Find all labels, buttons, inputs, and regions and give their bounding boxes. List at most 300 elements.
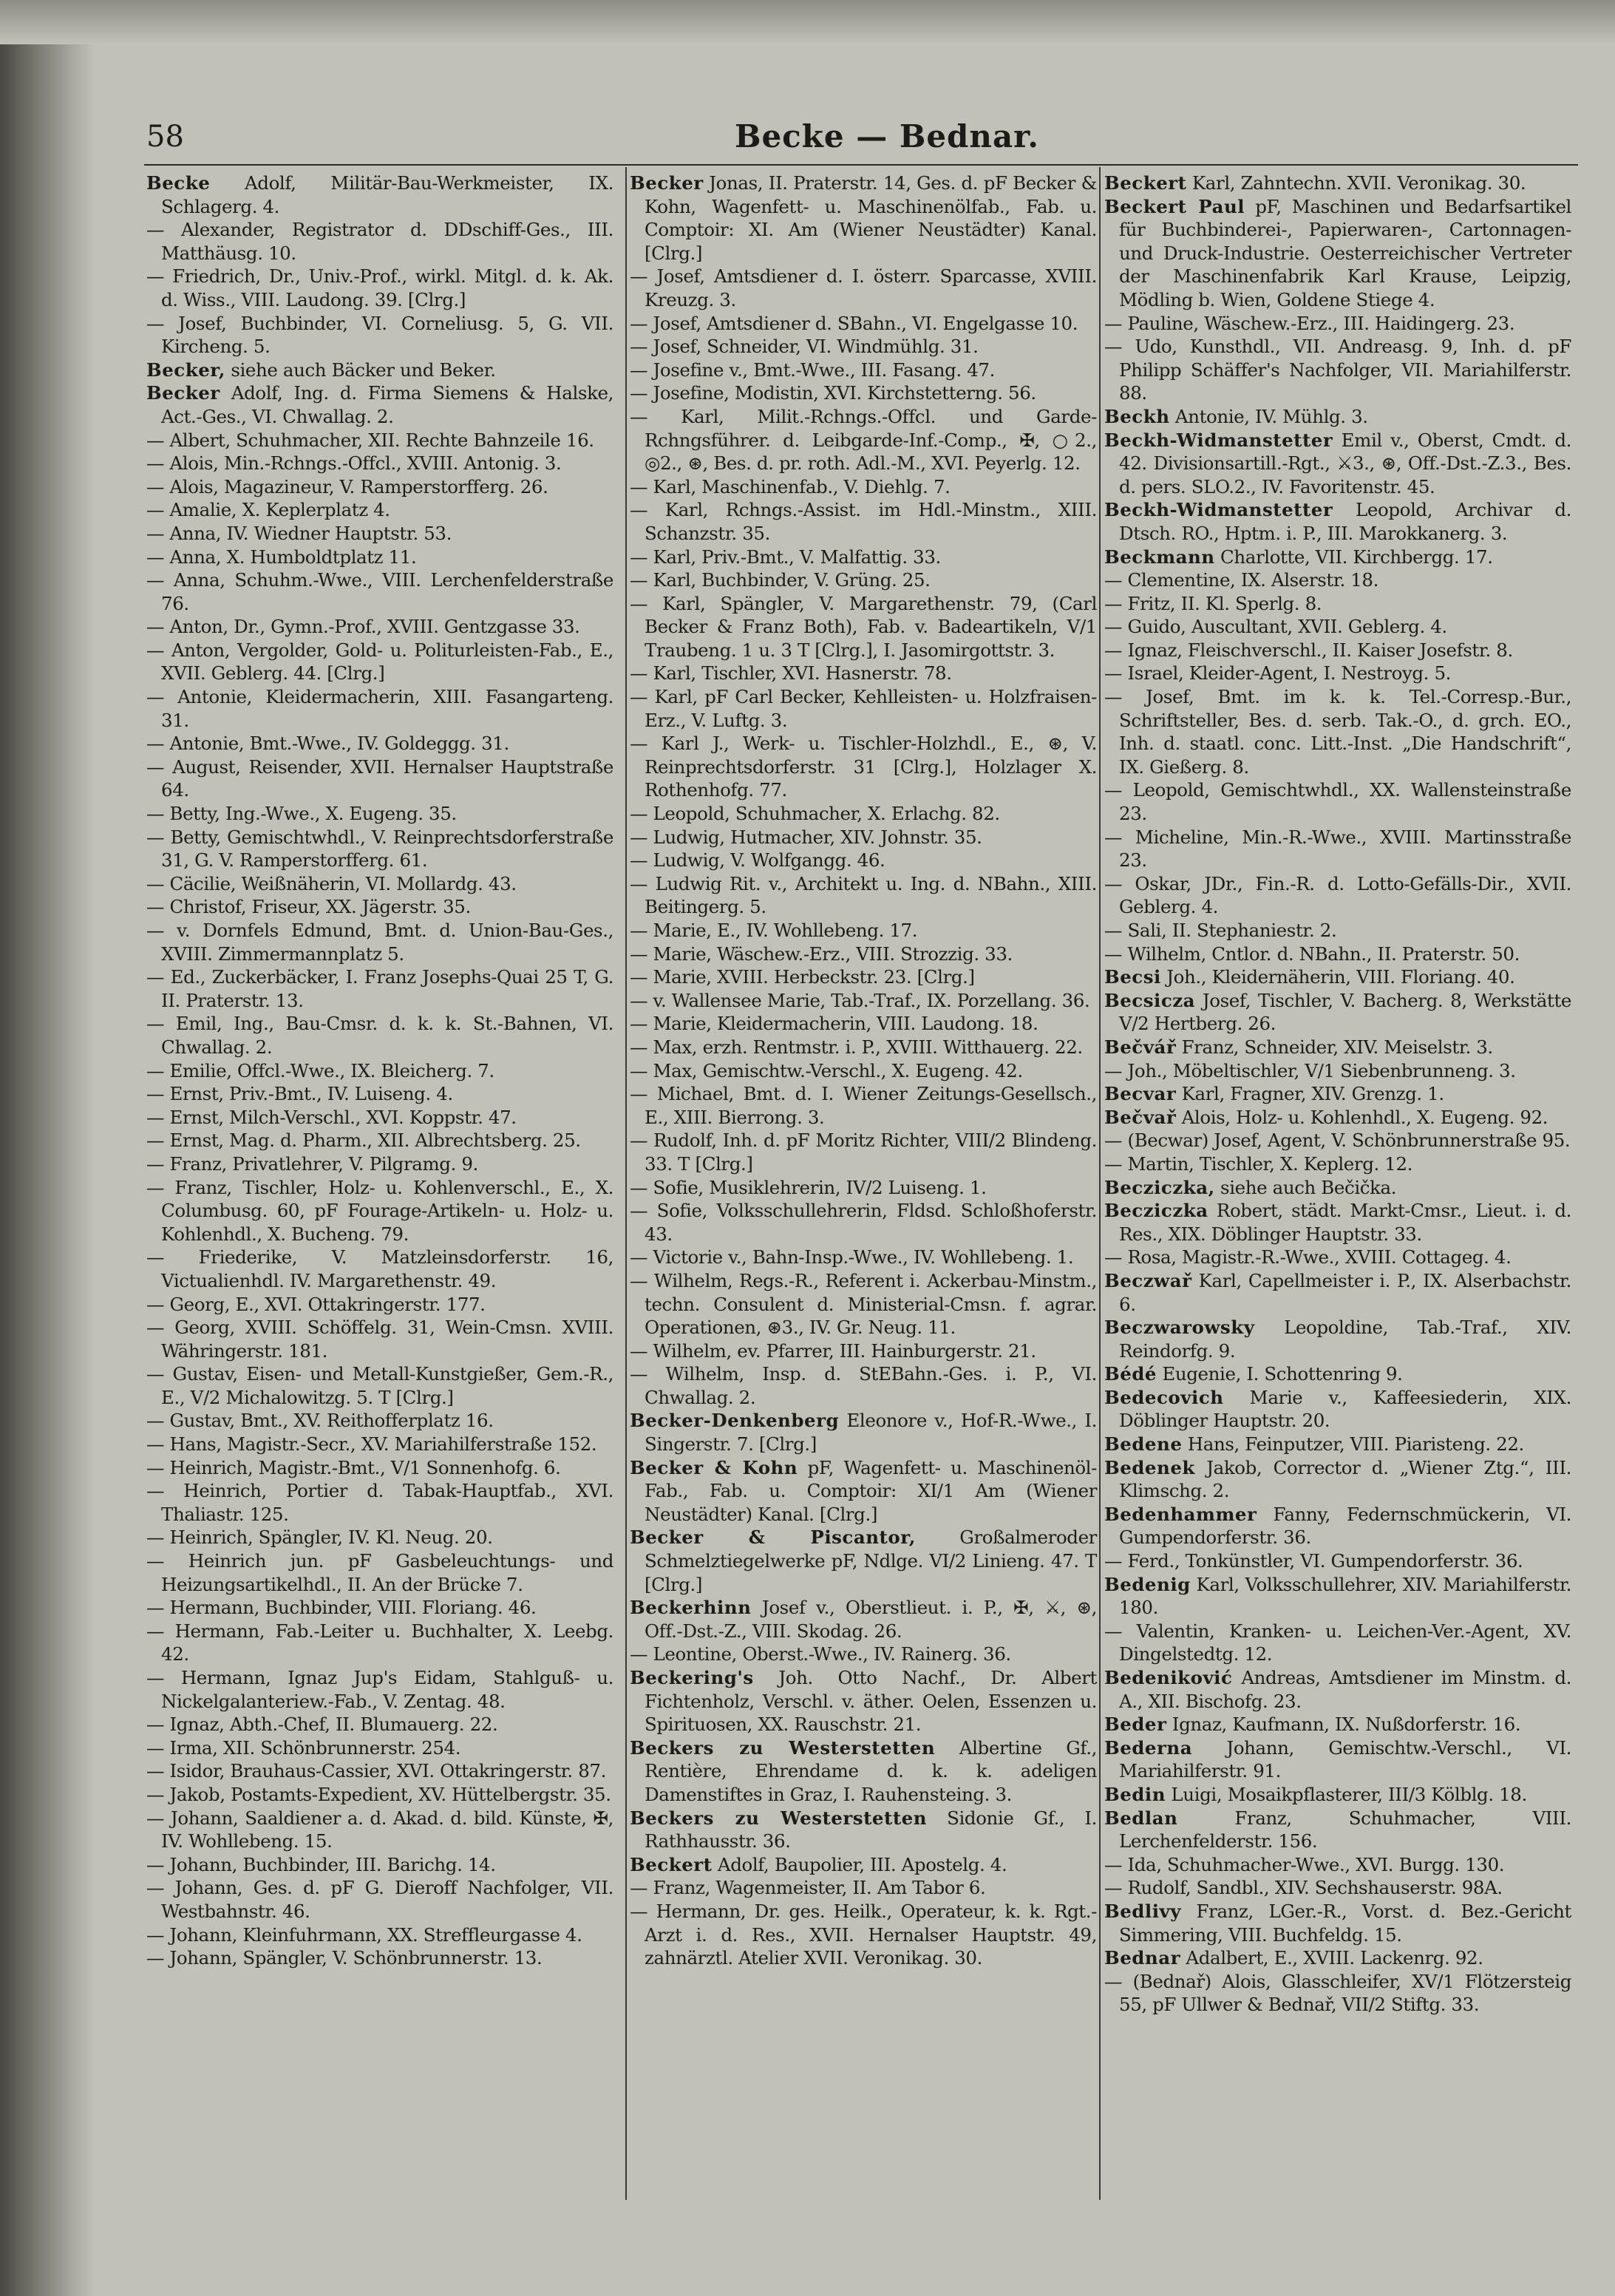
entry-details: — Anna, Schuhm.-Wwe., VIII. Lerchenfelderstraße 76.	[146, 569, 613, 614]
entry-surname: Beckers zu Westerstetten	[630, 1807, 928, 1829]
directory-entry	[146, 1736, 613, 1760]
entry-details: — Georg, E., XVI. Ottakringerstr. 177.	[146, 1293, 486, 1315]
column-2	[630, 171, 1097, 1970]
entry-details: — Clementine, IX. Alserstr. 18.	[1104, 569, 1378, 591]
directory-entry	[630, 1456, 1097, 1526]
entry-details: — Betty, Gemischtwhdl., V. Reinprechtsdorferstraße 31, G. V. Ramperstorfferg. 61.	[146, 826, 613, 872]
entry-details: — Leopold, Schuhmacher, X. Erlachg. 82.	[630, 803, 1000, 825]
directory-entry	[1104, 1456, 1571, 1503]
directory-entry	[630, 1736, 1097, 1807]
entry-surname: Bečvář	[1104, 1036, 1177, 1058]
entry-surname: Beckh-Widmanstetter	[1104, 429, 1333, 451]
entry-details: Franz, Schuhmacher, VIII. Lerchenfelderstr. 156.	[1119, 1807, 1571, 1852]
entry-details: — Ed., Zuckerbäcker, I. Franz Josephs-Quai 25 T, G. II. Praterstr. 13.	[146, 966, 613, 1011]
entry-details: — Leopold, Gemischtwhdl., XX. Wallensteinstraße 23.	[1104, 779, 1571, 825]
entry-surname: Becsicza	[1104, 989, 1196, 1011]
directory-entry	[146, 685, 613, 732]
directory-entry	[1104, 1900, 1571, 1946]
entry-details: — Christof, Friseur, XX. Jägerstr. 35.	[146, 896, 471, 918]
entry-details: — Isidor, Brauhaus-Cassier, XVI. Ottakringerstr. 87.	[146, 1760, 606, 1782]
entry-surname: Beckmann	[1104, 546, 1215, 568]
entry-details: Charlotte, VII. Kirchbergg. 17.	[1214, 546, 1493, 568]
entry-details: Eleonore v., Hof-R.-Wwe., I. Singerstr. 7. [Clrg.]	[645, 1410, 1097, 1456]
directory-entry	[146, 1620, 613, 1666]
directory-entry	[630, 335, 1097, 359]
entry-details: — Hermann, Dr. ges. Heilk., Operateur, k. k. Rgt.-Arzt i. d. Res., XVII. Hernalser Hauptstr. 49, zahnärztl. Atelier XVII. Veronikag. 30.	[630, 1900, 1097, 1969]
entry-details: — Heinrich, Portier d. Tabak-Hauptfab., XVI. Thaliastr. 125.	[146, 1480, 613, 1525]
directory-entry	[1104, 1503, 1571, 1549]
directory-entry	[630, 1643, 1097, 1666]
directory-entry	[630, 989, 1097, 1013]
directory-entry	[630, 1129, 1097, 1175]
entry-surname: Bednar	[1104, 1947, 1181, 1969]
directory-entry	[630, 1246, 1097, 1269]
entry-details: — Friedrich, Dr., Univ.-Prof., wirkl. Mitgl. d. k. Ak. d. Wiss., VIII. Laudong. 39. [Clrg.]	[146, 265, 613, 310]
entry-details: — Rudolf, Inh. d. pF Moritz Richter, VIII/2 Blindeng. 33. T [Clrg.]	[630, 1130, 1097, 1175]
entry-details: — Antonie, Kleidermacherin, XIII. Fasangarteng. 31.	[146, 686, 613, 731]
directory-entry	[630, 1339, 1097, 1363]
directory-entry	[630, 732, 1097, 802]
entry-details: — Joh., Möbeltischler, V/1 Siebenbrunneng. 3.	[1104, 1059, 1516, 1081]
entry-details: — Anna, IV. Wiedner Hauptstr. 53.	[146, 522, 452, 544]
directory-entry	[630, 1876, 1097, 1900]
directory-entry	[146, 1456, 613, 1480]
entry-details: — Josef, Amtsdiener d. SBahn., VI. Engelgasse 10.	[630, 312, 1078, 334]
directory-entry	[630, 965, 1097, 989]
entry-details: — Heinrich, Magistr.-Bmt., V/1 Sonnenhofg. 6.	[146, 1456, 561, 1478]
entry-details: Fanny, Federnschmückerin, VI. Gumpendorferstr. 36.	[1119, 1503, 1571, 1549]
directory-entry	[146, 1059, 613, 1083]
entry-surname: Becker	[146, 382, 220, 404]
entry-details: — Heinrich jun. pF Gasbeleuchtungs- und Heizungsartikelhdl., II. An der Brücke 7.	[146, 1550, 613, 1595]
directory-entry	[1104, 1573, 1571, 1620]
directory-entry	[1104, 989, 1571, 1036]
entry-details: — (Becwar) Josef, Agent, V. Schönbrunnerstraße 95.	[1104, 1130, 1571, 1152]
directory-entry	[146, 568, 613, 615]
header-rule	[144, 164, 1578, 166]
entry-details: — Georg, XVIII. Schöffelg. 31, Wein-Cmsn. XVIII. Währingerstr. 181.	[146, 1317, 613, 1362]
entry-details: — Wilhelm, Cntlor. d. NBahn., II. Praterstr. 50.	[1104, 942, 1520, 965]
directory-entry	[1104, 1362, 1571, 1386]
entry-surname: Beckert	[630, 1853, 713, 1875]
directory-entry	[1104, 1059, 1571, 1083]
entry-details: — Oskar, JDr., Fin.-R. d. Lotto-Gefälls-Dir., XVII. Geblerg. 4.	[1104, 872, 1571, 918]
directory-entry	[630, 546, 1097, 569]
entry-details: — Wilhelm, ev. Pfarrer, III. Hainburgerstr. 21.	[630, 1339, 1036, 1362]
directory-entry	[630, 849, 1097, 872]
entry-details: Jakob, Corrector d. „Wiener Ztg.“, III. Klimschg. 2.	[1119, 1456, 1571, 1502]
entry-details: — Marie, E., IV. Wohllebeng. 17.	[630, 920, 918, 941]
entry-details: Großalmeroder Schmelztiegelwerke pF, Ndlge. VI/2 Linieng. 47. T [Clrg.]	[645, 1526, 1097, 1595]
entry-details: — Ernst, Priv.-Bmt., IV. Luiseng. 4.	[146, 1083, 453, 1105]
entry-surname: Becziczka,	[1104, 1176, 1215, 1198]
entry-details: — Hermann, Buchbinder, VIII. Floriang. 46.	[146, 1597, 537, 1619]
entry-surname: Becke	[146, 172, 211, 194]
entry-surname: Bedenhammer	[1104, 1503, 1257, 1525]
directory-entry	[1104, 1807, 1571, 1853]
entry-surname: Beckers zu Westerstetten	[630, 1736, 936, 1759]
page-header: Becke — Bednar.	[734, 118, 1040, 154]
entry-details: Adolf, Militär-Bau-Werkmeister, IX. Schlagerg. 4.	[161, 172, 613, 217]
directory-entry	[1104, 942, 1571, 966]
entry-details: — August, Reisender, XVII. Hernalser Hauptstraße 64.	[146, 755, 613, 801]
entry-surname: Beckh	[1104, 405, 1170, 427]
directory-entry	[1104, 1152, 1571, 1176]
directory-entry	[1104, 546, 1571, 569]
entry-surname: Becziczka	[1104, 1200, 1208, 1222]
entry-details: Joh. Otto Nachf., Dr. Albert Fichtenholz, Verschl. v. äther. Oelen, Essenzen u. Spirituosen, XX. Rauschstr. 21.	[645, 1667, 1097, 1736]
directory-entry	[146, 615, 613, 639]
entry-details: — Israel, Kleider-Agent, I. Nestroyg. 5.	[1104, 662, 1452, 685]
entry-details: — Josef, Schneider, VI. Windmühlg. 31.	[630, 336, 979, 358]
entry-details: Sidonie Gf., I. Rathhausstr. 36.	[645, 1807, 1097, 1852]
column-divider	[625, 167, 627, 2200]
directory-entry	[146, 1876, 613, 1923]
directory-entry	[630, 1900, 1097, 1970]
directory-entry	[146, 1526, 613, 1549]
directory-entry	[1104, 1549, 1571, 1573]
entry-surname: Bedenig	[1104, 1573, 1191, 1595]
directory-entry	[146, 1129, 613, 1152]
entry-details: — Fritz, II. Kl. Sperlg. 8.	[1104, 592, 1322, 614]
entry-details: Adolf, Ing. d. Firma Siemens & Halske, Act.-Ges., VI. Chwallag. 2.	[161, 382, 613, 427]
entry-details: — Karl, Buchbinder, V. Grüng. 25.	[630, 569, 931, 591]
directory-entry	[630, 405, 1097, 475]
entry-details: Alois, Holz- u. Kohlenhdl., X. Eugeng. 92.	[1176, 1106, 1548, 1128]
entry-surname: Becker-Denkenberg	[630, 1410, 840, 1432]
directory-entry	[146, 1479, 613, 1526]
entry-surname: Becvar	[1104, 1083, 1177, 1105]
directory-entry	[1104, 498, 1571, 545]
entry-details: Karl, Zahntechn. XVII. Veronikag. 30.	[1186, 172, 1526, 194]
entry-details: Franz, LGer.-R., Vorst. d. Bez.-Gericht Simmering, VIII. Buchfeldg. 15.	[1119, 1900, 1571, 1946]
entry-details: Ignaz, Kaufmann, IX. Nußdorferstr. 16.	[1166, 1713, 1521, 1736]
entry-details: — Hermann, Ignaz Jup's Eidam, Stahlguß- u. Nickelgalanteriew.-Fab., V. Zentag. 48.	[146, 1667, 613, 1712]
directory-entry	[146, 1082, 613, 1106]
directory-entry	[1104, 662, 1571, 685]
entry-details: — Ernst, Mag. d. Pharm., XII. Albrechtsberg. 25.	[146, 1130, 581, 1152]
column-divider	[1099, 167, 1101, 2200]
directory-entry	[146, 1176, 613, 1246]
directory-entry	[146, 1783, 613, 1807]
directory-entry	[630, 381, 1097, 405]
directory-entry	[146, 475, 613, 499]
directory-entry	[630, 1807, 1097, 1853]
entry-surname: Beczwarowsky	[1104, 1317, 1255, 1339]
entry-surname: Becsi	[1104, 966, 1161, 988]
directory-entry	[1104, 639, 1571, 662]
entry-surname: Bédé	[1104, 1363, 1157, 1385]
directory-entry	[1104, 592, 1571, 616]
directory-entry	[630, 662, 1097, 685]
directory-entry	[146, 546, 613, 569]
entry-details: — Anton, Vergolder, Gold- u. Politurleisten-Fab., E., XVII. Geblerg. 44. [Clrg.]	[146, 639, 613, 685]
entry-details: Eugenie, I. Schottenring 9.	[1157, 1363, 1403, 1385]
entry-details: — Sofie, Volksschullehrerin, Fldsd. Schloßhoferstr. 43.	[630, 1200, 1097, 1245]
directory-entry	[1104, 685, 1571, 778]
directory-entry	[630, 1082, 1097, 1129]
directory-entry	[146, 171, 613, 218]
entry-details: — Rudolf, Sandbl., XIV. Sechshauserstr. 98A.	[1104, 1877, 1503, 1899]
entry-details: — Franz, Wagenmeister, II. Am Tabor 6.	[630, 1877, 986, 1899]
directory-entry	[146, 1923, 613, 1947]
directory-entry	[146, 1362, 613, 1409]
entry-details: — Irma, XII. Schönbrunnerstr. 254.	[146, 1736, 461, 1759]
entry-surname: Beckert	[1104, 172, 1187, 194]
directory-entry	[1104, 1666, 1571, 1713]
entry-details: — Hermann, Fab.-Leiter u. Buchhalter, X. Leebg. 42.	[146, 1620, 613, 1665]
directory-entry	[146, 1549, 613, 1596]
entry-details: — Wilhelm, Insp. d. StEBahn.-Ges. i. P., VI. Chwallag. 2.	[630, 1363, 1097, 1408]
entry-surname: Becker & Piscantor,	[630, 1526, 916, 1549]
directory-entry	[146, 429, 613, 452]
directory-entry	[630, 942, 1097, 966]
directory-entry	[146, 1106, 613, 1130]
entry-details: — Martin, Tischler, X. Keplerg. 12.	[1104, 1152, 1413, 1175]
entry-details: — Marie, Wäschew.-Erz., VIII. Strozzig. 33.	[630, 942, 1013, 965]
entry-details: — Wilhelm, Regs.-R., Referent i. Ackerbau-Minstm., techn. Consulent d. Ministerial-Cmsn. f. agrar. Operationen, ⊛3., IV. Gr. Neug. 11.	[630, 1269, 1097, 1339]
directory-entry	[146, 1596, 613, 1620]
directory-entry	[146, 1666, 613, 1713]
entry-details: — Rosa, Magistr.-R.-Wwe., XVIII. Cottageg. 4.	[1104, 1246, 1512, 1268]
entry-details: Adolf, Baupolier, III. Apostelg. 4.	[712, 1853, 1007, 1875]
directory-entry	[146, 895, 613, 919]
directory-entry	[1104, 1783, 1571, 1807]
entry-details: — v. Dornfels Edmund, Bmt. d. Union-Bau-Ges., XVIII. Zimmermannplatz 5.	[146, 920, 613, 965]
directory-entry	[630, 359, 1097, 382]
directory-entry	[1104, 405, 1571, 429]
entry-details: — Johann, Ges. d. pF G. Dieroff Nachfolger, VII. Westbahnstr. 46.	[146, 1877, 613, 1922]
directory-entry	[146, 1152, 613, 1176]
entry-details: — Hans, Magistr.-Secr., XV. Mariahilferstraße 152.	[146, 1433, 597, 1456]
directory-entry	[1104, 872, 1571, 919]
page-top-shadow	[0, 0, 1615, 44]
directory-entry	[146, 826, 613, 872]
entry-details: — Karl, Rchngs.-Assist. im Hdl.-Minstm., XIII. Schanzstr. 35.	[630, 499, 1097, 544]
directory-entry	[1104, 1082, 1571, 1106]
entry-surname: Becker & Kohn	[630, 1456, 798, 1478]
directory-entry	[1104, 1946, 1571, 1970]
directory-entry	[630, 498, 1097, 545]
entry-details: Leopoldine, Tab.-Traf., XIV. Reindorfg. 9.	[1119, 1317, 1571, 1362]
entry-details: Karl, Volksschullehrer, XIV. Mariahilferstr. 180.	[1119, 1573, 1571, 1619]
entry-surname: Becker	[630, 172, 704, 194]
entry-surname: Bedecovich	[1104, 1386, 1224, 1408]
entry-details: — Karl, pF Carl Becker, Kehlleisten- u. Holzfraisen-Erz., V. Luftg. 3.	[630, 686, 1097, 731]
entry-surname: Bečvař	[1104, 1106, 1177, 1128]
entry-details: — Anna, X. Humboldtplatz 11.	[146, 546, 417, 568]
entry-surname: Bedlan	[1104, 1807, 1178, 1829]
directory-entry	[146, 498, 613, 522]
directory-entry	[630, 1199, 1097, 1246]
entry-surname: Beckert Paul	[1104, 195, 1245, 217]
entry-details: Adalbert, E., XVIII. Lackenrg. 92.	[1180, 1947, 1483, 1969]
directory-entry	[1104, 1620, 1571, 1666]
entry-details: — Albert, Schuhmacher, XII. Rechte Bahnzeile 16.	[146, 429, 594, 451]
entry-details: — Marie, Kleidermacherin, VIII. Laudong. 18.	[630, 1013, 1038, 1035]
directory-entry	[630, 826, 1097, 849]
directory-entry	[1104, 1853, 1571, 1877]
entry-details: — Udo, Kunsthdl., VII. Andreasg. 9, Inh. d. pF Philipp Schäffer's Nachfolger, VII. Mariahilferstr. 88.	[1104, 336, 1571, 404]
directory-entry	[630, 1362, 1097, 1409]
directory-entry	[1104, 1386, 1571, 1433]
directory-entry	[630, 1269, 1097, 1339]
directory-entry	[630, 1036, 1097, 1059]
entry-details: Luigi, Mosaikpflasterer, III/3 Kölblg. 18.	[1166, 1783, 1527, 1805]
directory-entry	[146, 919, 613, 965]
entry-details: — Johann, Kleinfuhrmann, XX. Streffleurgasse 4.	[146, 1923, 582, 1946]
directory-entry	[146, 639, 613, 685]
entry-details: Jonas, II. Praterstr. 14, Ges. d. pF Becker & Kohn, Wagenfett- u. Maschinenölfab., Fab. u. Comptoir: XI. Am (Wiener Neustädter) Kanal. [Clrg.]	[645, 172, 1097, 264]
entry-details: Emil v., Oberst, Cmdt. d. 42. Divisionsartill.-Rgt., ⚔3., ⊛, Off.-Dst.-Z.3., Bes. d. pers. SLO.2., IV. Favoritenstr. 45.	[1119, 429, 1571, 497]
entry-details: Antonie, IV. Mühlg. 3.	[1169, 405, 1368, 427]
directory-entry	[1104, 312, 1571, 336]
entry-details: — Ludwig, Hutmacher, XIV. Johnstr. 35.	[630, 826, 982, 848]
entry-details: — Alois, Min.-Rchngs.-Offcl., XVIII. Antonig. 3.	[146, 452, 562, 475]
directory-entry	[630, 568, 1097, 592]
entry-details: pF, Maschinen und Bedarfsartikel für Buchbinderei-, Papierwaren-, Cartonnagen- und Druck-Industrie. Oesterreichischer Vertreter der Maschinenfabrik Karl Krause, Leipzig, Mödling b. Wien, Goldene Stiege 4.	[1119, 195, 1571, 310]
directory-entry	[630, 1059, 1097, 1083]
directory-entry	[630, 265, 1097, 311]
entry-details: — Ignaz, Abth.-Chef, II. Blumauerg. 22.	[146, 1713, 498, 1736]
directory-entry	[1104, 1970, 1571, 2017]
directory-entry	[146, 1246, 613, 1292]
entry-surname: Beckering's	[630, 1667, 754, 1688]
directory-entry	[146, 965, 613, 1012]
directory-entry	[146, 1946, 613, 1970]
directory-entry	[630, 919, 1097, 942]
directory-entry	[146, 265, 613, 311]
directory-entry	[630, 1176, 1097, 1200]
directory-entry	[146, 218, 613, 265]
entry-details: siehe auch Bečička.	[1214, 1176, 1397, 1198]
entry-details: Karl, Capellmeister i. P., IX. Alserbachstr. 6.	[1119, 1269, 1571, 1315]
entry-details: — Micheline, Min.-R.-Wwe., XVIII. Martinsstraße 23.	[1104, 826, 1571, 872]
entry-surname: Beczwař	[1104, 1269, 1192, 1291]
entry-details: — Johann, Buchbinder, III. Barichg. 14.	[146, 1853, 496, 1875]
directory-entry	[630, 171, 1097, 265]
entry-details: — Ignaz, Fleischverschl., II. Kaiser Josefstr. 8.	[1104, 639, 1513, 661]
entry-details: — Sali, II. Stephaniestr. 2.	[1104, 920, 1337, 941]
entry-details: — Valentin, Kranken- u. Leichen-Ver.-Agent, XV. Dingelstedtg. 12.	[1104, 1620, 1571, 1665]
directory-entry	[146, 1853, 613, 1877]
entry-details: — Franz, Privatlehrer, V. Pilgramg. 9.	[146, 1152, 478, 1175]
directory-entry	[146, 755, 613, 802]
entry-details: — Karl, Milit.-Rchngs.-Offcl. und Garde-Rchngsführer. d. Leibgarde-Inf.-Comp., ✠, ○2., ◎2., ⊛, Bes. d. pr. roth. Adl.-M., XVI. Peyerlg. 12.	[630, 405, 1097, 475]
directory-entry	[630, 1012, 1097, 1036]
entry-details: Leopold, Archivar d. Dtsch. RO., Hptm. i. P., III. Marokkanerg. 3.	[1119, 499, 1571, 544]
directory-entry	[630, 592, 1097, 662]
directory-entry	[630, 1596, 1097, 1643]
entry-details: Andreas, Amtsdiener im Minstm. d. A., XII. Bischofg. 23.	[1119, 1667, 1571, 1712]
entry-details: siehe auch Bäcker und Beker.	[225, 359, 496, 381]
directory-entry	[146, 1807, 613, 1853]
entry-details: Karl, Fragner, XIV. Grenzg. 1.	[1176, 1083, 1444, 1105]
directory-entry	[1104, 615, 1571, 639]
page-number: 58	[146, 120, 184, 154]
directory-entry	[1104, 1246, 1571, 1269]
directory-entry	[1104, 568, 1571, 592]
directory-entry	[146, 1293, 613, 1317]
entry-surname: Becker,	[146, 359, 225, 381]
entry-surname: Beckerhinn	[630, 1597, 752, 1619]
entry-details: — Michael, Bmt. d. I. Wiener Zeitungs-Gesellsch., E., XIII. Bierrong. 3.	[630, 1083, 1097, 1128]
entry-details: — Ida, Schuhmacher-Wwe., XVI. Burgg. 130.	[1104, 1853, 1505, 1875]
column-1	[146, 171, 613, 1970]
directory-entry	[630, 1409, 1097, 1456]
directory-entry	[1104, 1199, 1571, 1246]
directory-entry	[146, 1713, 613, 1736]
directory-entry	[146, 1316, 613, 1362]
column-3	[1104, 171, 1571, 2017]
entry-surname: Bedlivy	[1104, 1900, 1182, 1922]
entry-details: — Gustav, Bmt., XV. Reithofferplatz 16.	[146, 1410, 494, 1432]
entry-details: — Sofie, Musiklehrerin, IV/2 Luiseng. 1.	[630, 1176, 987, 1198]
entry-details: — Amalie, X. Keplerplatz 4.	[146, 499, 390, 521]
entry-details: — Josef, Amtsdiener d. I. österr. Sparcasse, XVIII. Kreuzg. 3.	[630, 265, 1097, 310]
entry-details: — Marie, XVIII. Herbeckstr. 23. [Clrg.]	[630, 966, 975, 988]
entry-details: — Johann, Saaldiener a. d. Akad. d. bild. Künste, ✠, IV. Wohllebeng. 15.	[146, 1807, 613, 1852]
directory-entry	[1104, 1736, 1571, 1783]
directory-entry	[630, 1526, 1097, 1596]
directory-entry	[1104, 919, 1571, 942]
entry-details: — Jakob, Postamts-Expedient, XV. Hüttelbergstr. 35.	[146, 1783, 611, 1805]
directory-entry	[1104, 335, 1571, 405]
directory-entry	[1104, 778, 1571, 825]
entry-details: Joh., Kleidernäherin, VIII. Floriang. 40.	[1160, 966, 1515, 988]
directory-entry	[1104, 171, 1571, 195]
entry-details: — Emil, Ing., Bau-Cmsr. d. k. k. St.-Bahnen, VI. Chwallag. 2.	[146, 1013, 613, 1058]
entry-details: — (Bednař) Alois, Glasschleifer, XV/1 Flötzersteig 55, pF Ullwer & Bednař, VII/2 Stiftg. 33.	[1104, 1970, 1571, 2016]
entry-details: Josef, Tischler, V. Bacherg. 8, Werkstätte V/2 Hertberg. 26.	[1119, 989, 1571, 1035]
entry-details: — Gustav, Eisen- und Metall-Kunstgießer, Gem.-R., E., V/2 Michalowitzg. 5. T [Clrg.]	[146, 1363, 613, 1408]
directory-entry	[630, 685, 1097, 732]
entry-details: — Ludwig Rit. v., Architekt u. Ing. d. NBahn., XIII. Beitingerg. 5.	[630, 872, 1097, 918]
entry-details: — Heinrich, Spängler, IV. Kl. Neug. 20.	[146, 1526, 493, 1549]
entry-details: — Josef, Buchbinder, VI. Corneliusg. 5, G. VII. Kircheng. 5.	[146, 312, 613, 358]
entry-details: — Cäcilie, Weißnäherin, VI. Mollardg. 43.	[146, 872, 517, 894]
entry-details: — Johann, Spängler, V. Schönbrunnerstr. 13.	[146, 1947, 543, 1969]
entry-details: — Max, erzh. Rentmstr. i. P., XVIII. Witthauerg. 22.	[630, 1036, 1083, 1058]
directory-entry	[1104, 1129, 1571, 1152]
entry-details: — Guido, Auscultant, XVII. Geblerg. 4.	[1104, 616, 1447, 638]
directory-entry	[1104, 1876, 1571, 1900]
directory-entry	[146, 452, 613, 475]
directory-entry	[146, 802, 613, 826]
entry-details: — Josef, Bmt. im k. k. Tel.-Corresp.-Bur., Schriftsteller, Bes. d. serb. Tak.-O., d. grch. EO., Inh. d. staatl. conc. Litt.-Inst. „Die Handschrift“, IX. Gießerg. 8.	[1104, 686, 1571, 778]
entry-details: Albertine Gf., Rentière, Ehrendame d. k. k. adeligen Damenstiftes in Graz, I. Rauhensteing. 3.	[645, 1736, 1097, 1805]
entry-details: — Emilie, Offcl.-Wwe., IX. Bleicherg. 7.	[146, 1059, 494, 1081]
directory-entry	[146, 872, 613, 896]
entry-surname: Beder	[1104, 1713, 1167, 1736]
directory-entry	[1104, 195, 1571, 312]
directory-entry	[146, 732, 613, 755]
entry-surname: Beckh-Widmanstetter	[1104, 499, 1333, 521]
directory-entry	[146, 522, 613, 546]
directory-entry	[146, 1409, 613, 1433]
entry-surname: Bedeniković	[1104, 1667, 1233, 1688]
directory-entry	[630, 802, 1097, 826]
directory-entry	[630, 312, 1097, 336]
entry-surname: Bedin	[1104, 1783, 1166, 1805]
directory-entry	[1104, 1036, 1571, 1059]
entry-details: — v. Wallensee Marie, Tab.-Traf., IX. Porzellang. 36.	[630, 989, 1090, 1011]
entry-details: — Josefine v., Bmt.-Wwe., III. Fasang. 47.	[630, 359, 995, 381]
directory-entry	[1104, 429, 1571, 499]
entry-details: — Betty, Ing.-Wwe., X. Eugeng. 35.	[146, 803, 457, 825]
entry-details: — Friederike, V. Matzleinsdorferstr. 16, Victualienhdl. IV. Margarethenstr. 49.	[146, 1246, 613, 1291]
directory-entry	[1104, 1106, 1571, 1130]
